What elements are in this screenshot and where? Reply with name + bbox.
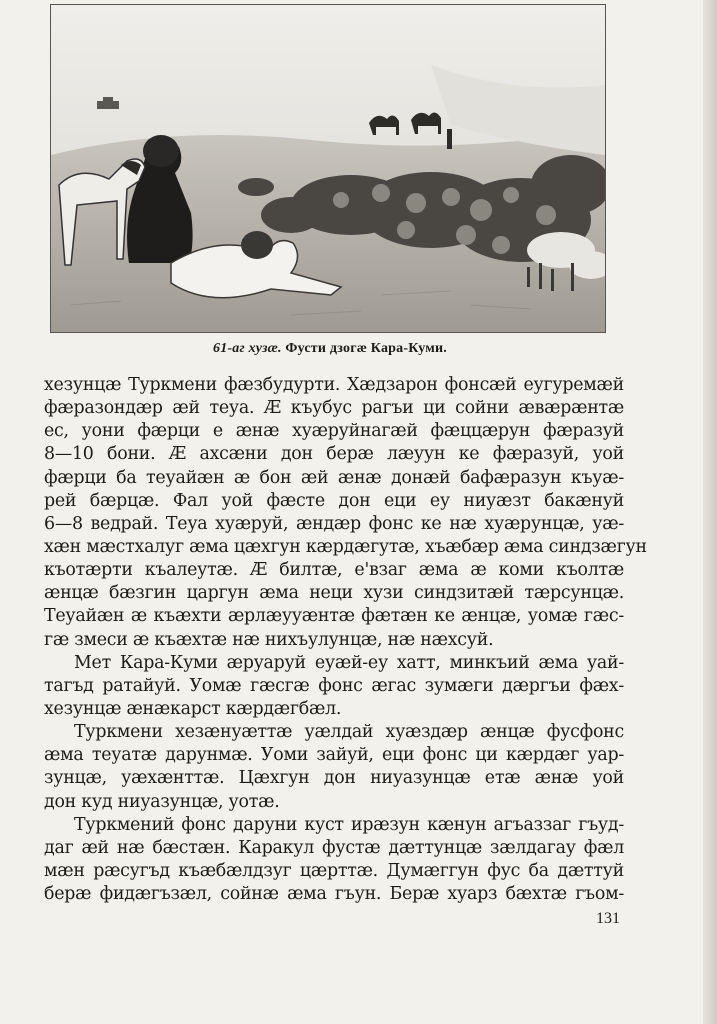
text-line: хезунцæ æнæкарст кæрдæгбæл. [44,698,342,719]
text-line: æма теуатæ дарунмæ. Уоми зайуй, еци фонс ци кæрдæг уар- [44,745,624,766]
text-line: рей бæрцæ. Фал уой фæсте дон еци еу ниуæзт бакæнуй [44,490,624,511]
text-line: Туркмений фонс даруни куст ирæзун кæнун агъаззаг гъуд- [74,814,624,835]
caption-text: Фусти дзогæ Кара-Куми. [281,341,447,356]
figure-caption [0,341,660,357]
text-line: тагъд ратайуй. Уомæ гæсгæ фонс æгас зумæги дæргъи фæх- [44,675,624,696]
text-line: зунцæ, уæхæнттæ. Цæхгун дон ниуазунцæ етæ æнæ уой [44,768,624,789]
text-line: фæрци ба теуайæн æ бон æй æнæ донæй бафæразун къуæ- [44,467,624,488]
text-line: Теуайæн æ къæхти æрлæууæнтæ фæтæн ке æнцæ, уомæ гæс- [44,606,624,627]
text-line: æнцæ бæзгин царгун æма неци хузи синдзитæй тæрсунцæ. [44,583,624,604]
page-number: 131 [596,910,620,927]
text-line: берæ фидæгъзæл, сойнæ æма гъун. Берæ хуарз бæхтæ гъом- [44,884,624,905]
text-line: фæразондæр æй теуа. Æ къубус рагъи ци сойни æвæрæнтæ [44,398,624,419]
text-line: Мет Кара-Куми æруаруй еуæй-еу хатт, минкъий æма уай- [74,652,624,673]
page-edge [703,0,717,1024]
text-line: хезунцæ Туркмени фæзбудурти. Хæдзарон фонсæй еугуремæй [44,375,624,395]
figure-illustration [50,4,606,333]
caption-number: 61-аг хузæ. [213,341,282,356]
text-line: хæн мæстхалуг æма цæхгун кæрдæгутæ, хъæбæр æма синдзæгун [44,536,647,557]
text-line: 8—10 бони. Æ ахсæни дон берæ лæуун ке фæразуй, уой [44,444,624,465]
body-text [44,374,647,906]
text-line: ес, уони фæрци е æнæ хуæруйнагæй фæццæрун фæразуй [44,421,624,442]
text-line: дон куд ниуазунцæ, уотæ. [44,791,280,812]
text-line: къотæрти къалеутæ. Æ билтæ, е'взаг æма æ коми къолтæ [44,560,624,581]
text-line: 6—8 ведрай. Теуа хуæруй, æндæр фонс ке нæ хуæрунцæ, уæ- [44,513,624,534]
text-line: мæн рæсугъд къæбæлдзуг цæрттæ. Думæггун фус ба дæттуй [44,860,624,881]
text-line: гæ змеси æ къæхтæ нæ нихъулунцæ, нæ нæхсуй. [44,629,494,650]
photo-illustration-icon [51,5,605,332]
text-line: даг æй нæ бæстæн. Каракул фустæ дæттунцæ зæлдагау фæл [44,837,624,858]
text-line: Туркмени хезæнуæттæ уæлдай хуæздæр æнцæ фусфонс [74,722,624,743]
